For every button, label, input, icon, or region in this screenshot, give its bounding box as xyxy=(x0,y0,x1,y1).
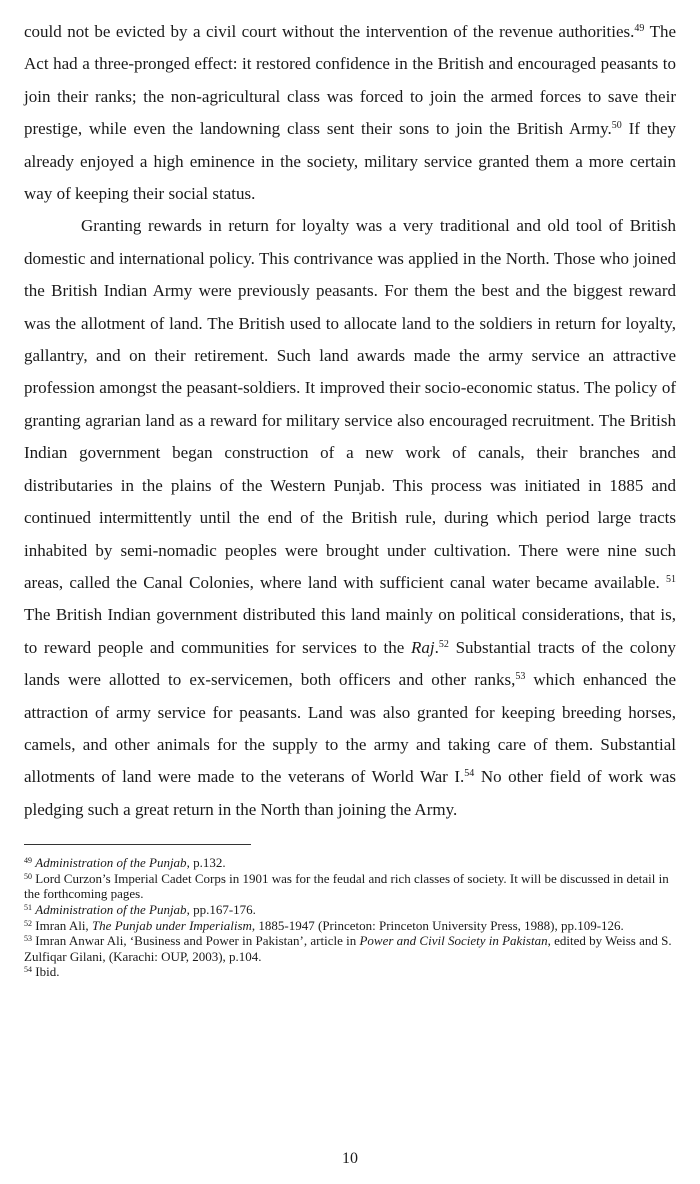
footnote-number: 50 xyxy=(24,871,32,881)
text-run: The British Indian government distributed this land mainly on political considerations, that is, to reward people and communities for services to the xyxy=(24,605,676,657)
footnote-number: 53 xyxy=(24,934,32,944)
footnote-title: Administration of the Punjab xyxy=(35,901,187,917)
document-page xyxy=(24,0,676,980)
text-run: No other field of work was pledging such a great return in the North than joining the Army. xyxy=(24,767,676,819)
footnote-text: , p.132. xyxy=(186,855,226,871)
footnote-number: 54 xyxy=(24,965,32,975)
text-run: could not be evicted by a civil court without the intervention of the revenue authorities. xyxy=(24,22,635,41)
footnote-title: Power and Civil Society in Pakistan xyxy=(359,933,548,949)
italic-term: Raj xyxy=(411,637,435,657)
body-text xyxy=(24,16,676,826)
text-run: which enhanced the attraction of army service for peasants. Land was also granted for keeping breeding horses, camels, and other animals for the supply to the army and taking care of them. Substantial allotments of land were made to the veterans of World War I. xyxy=(24,670,676,787)
footnote-number: 52 xyxy=(24,918,32,928)
footnote-text: Ibid. xyxy=(35,964,60,980)
footnote-52 xyxy=(24,918,676,934)
footnote-53 xyxy=(24,933,676,964)
footnote-50 xyxy=(24,871,676,902)
footnotes xyxy=(24,855,676,980)
footnote-number: 49 xyxy=(24,856,32,866)
footnote-text: , pp.167-176. xyxy=(186,901,256,917)
footnote-number: 51 xyxy=(24,902,32,912)
text-run: Granting rewards in return for loyalty was a very traditional and old tool of British domestic and international policy. This contrivance was applied in the North. Those who joined the British Indian Army were previously peasants. For them the best and the biggest reward was the allotment of land. The British used to allocate land to the soldiers in return for loyalty, gallantry, and on their retirement. Such land awards made the army service an attractive profession amongst the peasant-soldiers. It improved their socio-economic status. The policy of granting agrarian land as a reward for military service also encouraged recruitment. The British Indian government began construction of a new work of canals, their branches and distributaries in the plains of the Western Punjab. This process was initiated in 1885 and continued intermittently until the end of the British rule, during which period large tracts inhabited by semi-nomadic peoples were brought under cultivation. There were nine such areas, called the Canal Colonies, where land with sufficient canal water became available. xyxy=(24,216,676,592)
footnote-text: , edited by Weiss and S. Zulfiqar Gilani, (Karachi: OUP, 2003), p.104. xyxy=(24,933,672,964)
footnote-ref-51[interactable]: 51 xyxy=(666,573,676,585)
text-run: The Act had a three-pronged effect: it restored confidence in the British and encouraged peasants to join their ranks; the non-agricultural class was forced to join the armed forces to save their prestige, while even the landowning class sent their sons to join the British Army. xyxy=(24,22,677,139)
footnote-ref-49[interactable]: 49 xyxy=(634,23,645,34)
footnote-ref-53[interactable]: 53 xyxy=(515,671,526,683)
footnote-text: Lord Curzon’s Imperial Cadet Corps in 1901 was for the feudal and rich classes of society. It will be discussed in detail in the forthcoming pages. xyxy=(24,870,669,902)
footnote-separator xyxy=(24,844,251,845)
text-run: If they already enjoyed a high eminence in the society, military service granted them a more certain way of keeping their social status. xyxy=(24,119,676,204)
text-run: Substantial tracts of the colony lands were allotted to ex-servicemen, both officers and other ranks, xyxy=(24,637,676,690)
paragraph-2 xyxy=(24,210,676,826)
footnote-ref-54[interactable]: 54 xyxy=(464,768,475,780)
footnote-text: Imran Anwar Ali, ‘Business and Power in Pakistan’, article in xyxy=(35,933,360,949)
footnote-text: Imran Ali, xyxy=(35,917,92,933)
page-number: 10 xyxy=(342,1150,358,1167)
footnote-ref-52[interactable]: 52 xyxy=(438,638,449,650)
footnote-title: The Punjab under Imperialism xyxy=(91,917,252,933)
footnote-51 xyxy=(24,902,676,918)
text-run: . xyxy=(434,637,439,657)
footnote-54 xyxy=(24,964,676,980)
footnote-text: , 1885-1947 (Princeton: Princeton University Press, 1988), pp.109-126. xyxy=(251,917,624,933)
paragraph-1 xyxy=(24,16,676,210)
footnote-49 xyxy=(24,855,676,871)
footnote-title: Administration of the Punjab xyxy=(35,855,187,871)
footnote-ref-50[interactable]: 50 xyxy=(611,120,622,132)
